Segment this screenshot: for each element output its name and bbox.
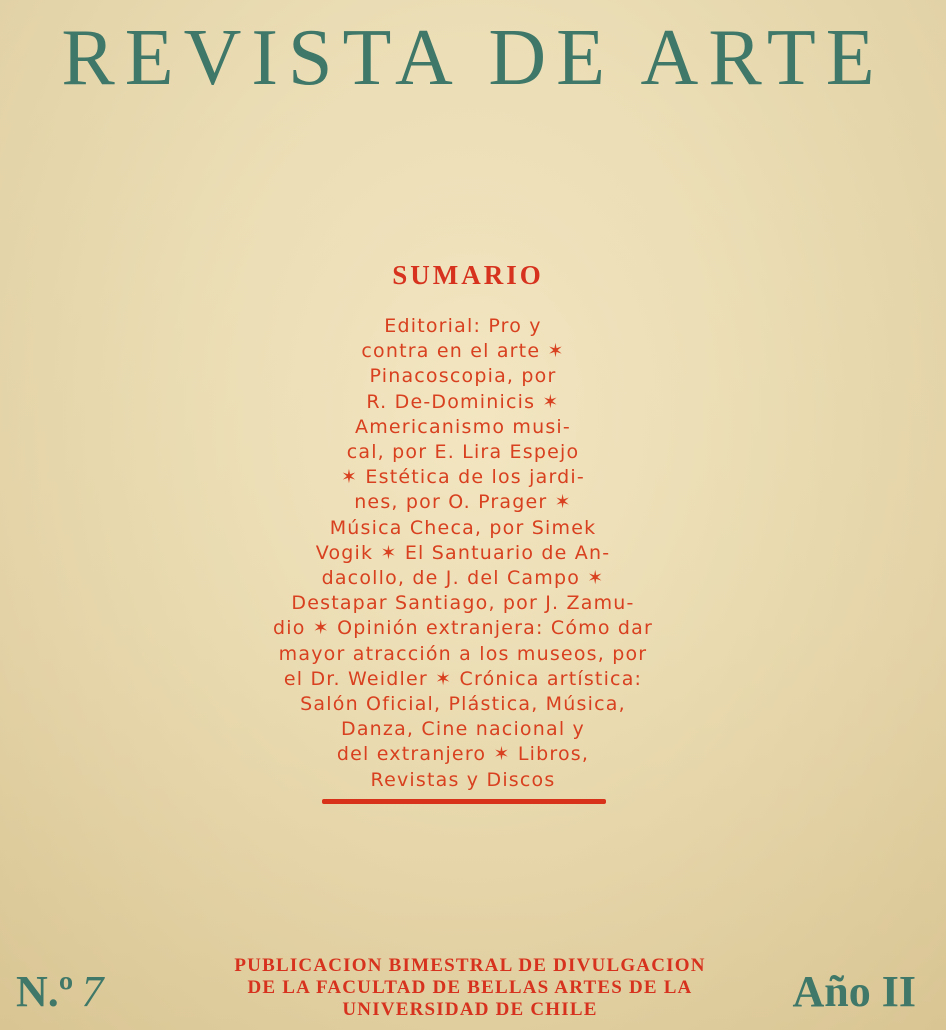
issue-number — [16, 966, 103, 1017]
contents-line: Danza, Cine nacional y — [340, 718, 585, 741]
issue-label: N.º — [16, 967, 74, 1016]
contents-line: dacollo, de J. del Campo ✶ — [321, 567, 605, 590]
publisher-statement — [190, 955, 750, 1021]
contents-line: Editorial: Pro y — [384, 315, 542, 337]
magazine-title: REVISTA DE ARTE — [61, 14, 885, 102]
issue-number-value: 7 — [81, 967, 104, 1016]
contents-line: Destapar Santiago, por J. Zamu- — [291, 592, 635, 615]
sumario-heading: SUMARIO — [392, 260, 544, 290]
contents-line: Música Checa, por Simek — [329, 516, 597, 539]
contents-line: Pinacoscopia, por — [369, 365, 557, 388]
contents-line: Salón Oficial, Plástica, Música, — [300, 693, 626, 716]
contents-line: R. De-Dominicis ✶ — [366, 390, 560, 413]
contents-line: el Dr. Weidler ✶ Crónica artística: — [283, 667, 643, 690]
contents-line: Revistas y Discos — [370, 768, 556, 791]
publisher-line: UNIVERSIDAD DE CHILE — [342, 999, 598, 1020]
contents-line: nes, por O. Prager ✶ — [354, 491, 572, 514]
table-of-contents — [220, 314, 706, 793]
contents-line: ✶ Estética de los jardi- — [341, 466, 585, 489]
contents-line: Vogik ✶ El Santuario de An- — [315, 541, 611, 564]
contents-line: dio ✶ Opinión extranjera: Cómo dar — [272, 617, 654, 640]
volume-year: Año II — [792, 967, 916, 1016]
divider-rule — [322, 799, 606, 804]
contents-line: Americanismo musi- — [355, 415, 571, 438]
contents-line: mayor atracción a los museos, por — [278, 642, 648, 665]
contents-line: cal, por E. Lira Espejo — [346, 441, 580, 464]
publisher-line: PUBLICACION BIMESTRAL DE DIVULGACION — [234, 955, 706, 976]
contents-line: contra en el arte ✶ — [361, 340, 565, 363]
publisher-line: DE LA FACULTAD DE BELLAS ARTES DE LA — [247, 977, 693, 998]
contents-line: del extranjero ✶ Libros, — [336, 743, 590, 766]
